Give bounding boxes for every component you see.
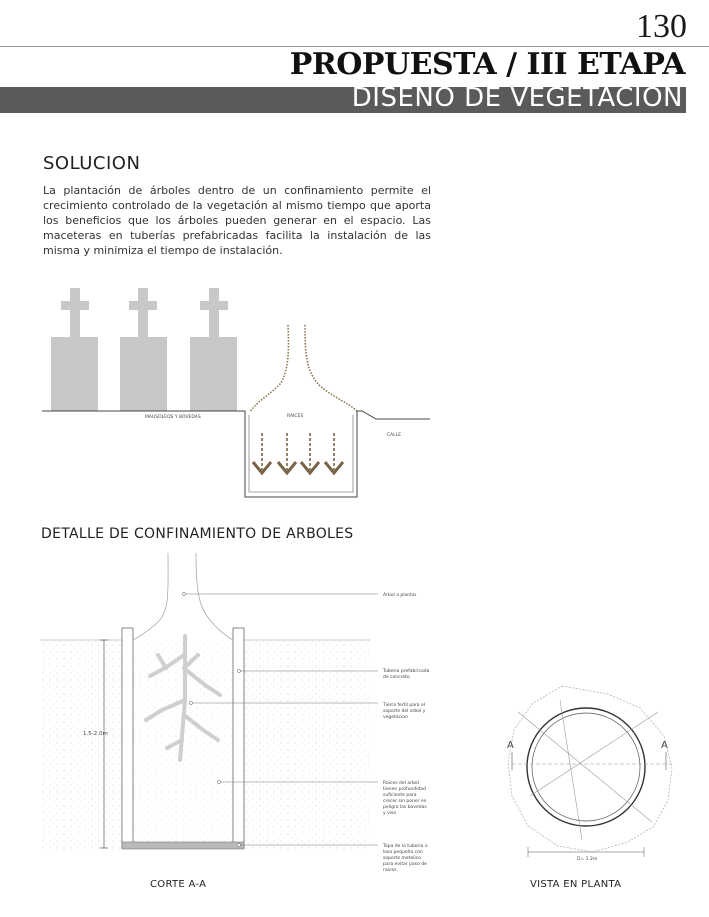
plan-view [507,686,672,862]
label-mausoleos: MAUSOLEOS Y BOVEDAS [145,415,201,420]
annotation-tapa: Tapa de la tuberia o losa pequeña con soporte metalico para evitar paso de raices. [383,844,428,873]
tree-crown-outline [250,325,358,412]
tree-trunk [133,553,233,640]
label-raices: RAICES [287,414,304,419]
solution-heading: SOLUCION [43,153,141,174]
planter-inner-wall [249,415,353,492]
pipe-inner-ring [532,713,640,821]
caption-section-aa: CORTE A-A [150,879,207,890]
detail-heading: DETALLE DE CONFINAMIENTO DE ARBOLES [41,526,354,542]
detail-section [40,553,431,873]
section-diagram [42,288,430,497]
annotation-raices: Raices del arbol tienen profundidad suficiente para crecer sin poner en peligro las bovedas y viso [383,781,427,816]
plan-cut-a-left: A [507,740,514,751]
solution-paragraph: La plantación de árboles dentro de un confinamiento permite el crecimiento controlado de la vegetación al mismo tiempo que aporta los beneficios que los árboles pueden generar en el espacio. Las maceteras en tuberías prefabricadas facilita la instalación de las misma y minimiza el tiempo de instalación. [43,184,431,257]
annotation-tuberia: Tuberia prefabricada de concreto [383,669,430,680]
page-number: 130 [636,8,687,45]
mausoleum-1 [51,288,98,411]
pipe-outer-ring [527,708,645,826]
mausoleum-2 [120,288,167,411]
plan-dimension [528,847,644,857]
pipe-base-lid [122,842,244,849]
root-arrows [253,433,343,473]
ground-line [42,411,430,497]
page-subtitle: DISEÑO DE VEGETACIÓN [351,83,683,113]
page-title: PROPUESTA / III ETAPA [289,47,685,82]
cut-lines [512,700,672,840]
dimension-label: 1.5-2.0m [83,731,108,737]
plan-outline [508,686,672,852]
caption-plan-view: VISTA EN PLANTA [530,879,622,890]
annotation-arbol: Arbol a plantar [383,593,417,598]
annotation-tierra: Tierra fertil para el soporte del arbol y vegetacion [383,703,426,720]
plan-cut-a-right: A [661,740,668,751]
label-calle: CALLE [387,433,402,438]
mausoleum-3 [190,288,237,411]
plan-diameter: D= 1.2m [577,857,598,862]
